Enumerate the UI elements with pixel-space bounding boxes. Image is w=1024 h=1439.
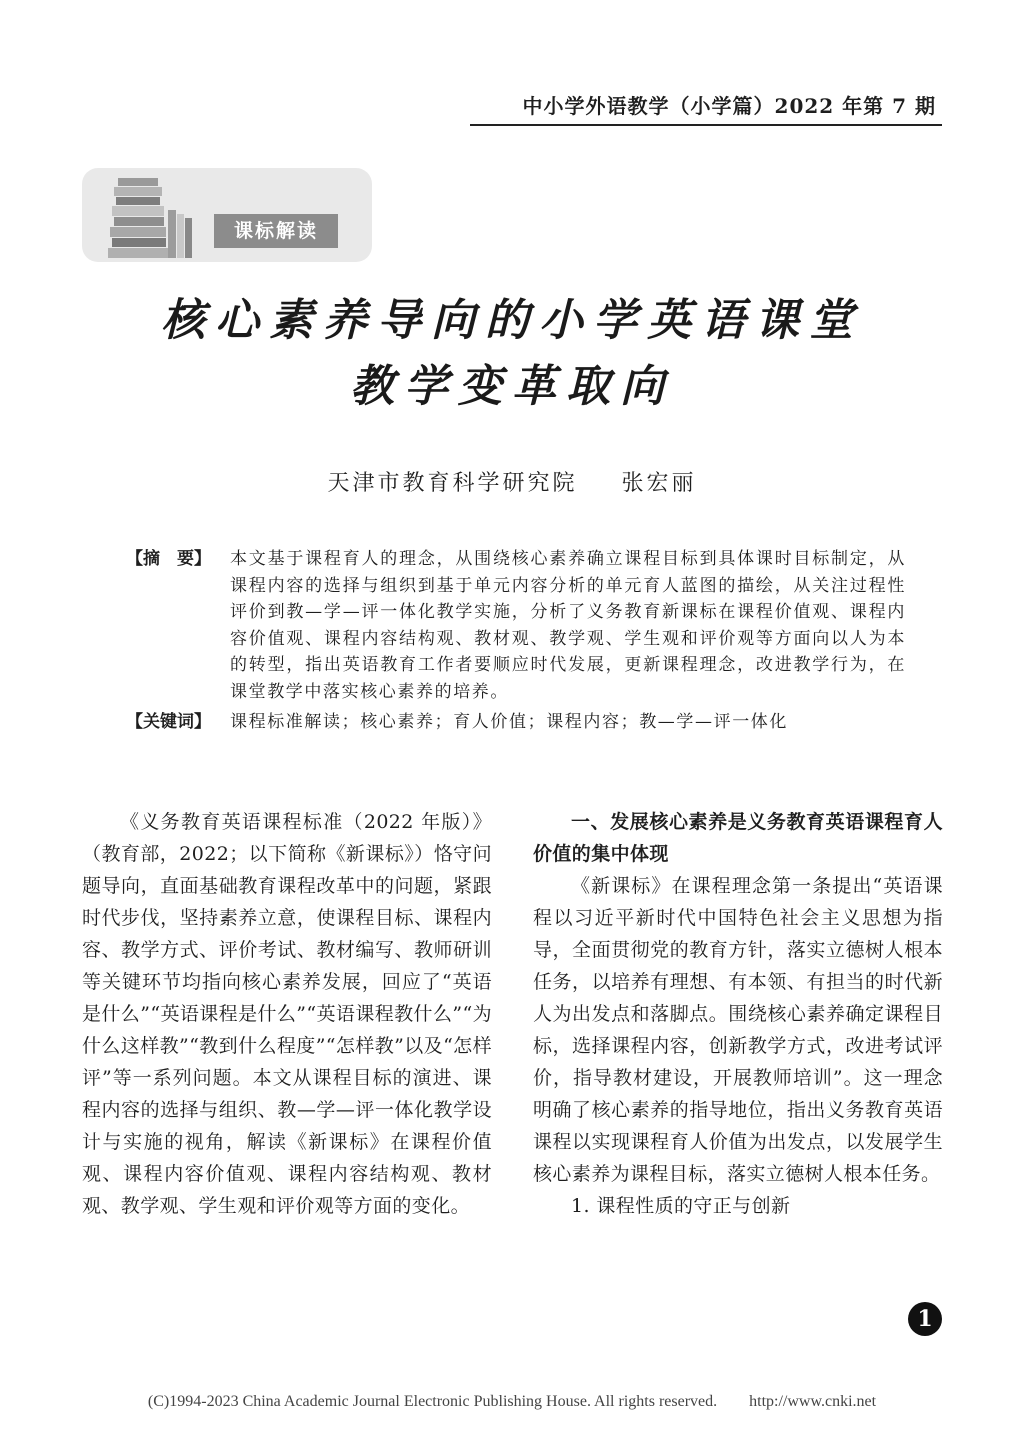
abstract-text: 本文基于课程育人的理念，从围绕核心素养确立课程目标到具体课时目标制定，从课程内容的选择与组织到基于单元内容分析的单元育人蓝图的描绘，从关注过程性评价到教—学—评一体化教学实施，分析了义务教育新课标在课程价值观、课程内容价值观、课程内容结构观、教材观、教学观、学生观和评价观等方面向以人为本的转型，指出英语教育工作者要顺应时代发展，更新课程理念，改进教学行为，在课堂教学中落实核心素养的培养。 (230, 549, 906, 702)
abstract-block (126, 546, 906, 736)
keywords-label: 【关键词】 (126, 712, 211, 732)
subsection-1-heading: 1. 课程性质的守正与创新 (571, 1195, 791, 1217)
section-1-heading: 一、发展核心素养是义务教育英语课程育人价值的集中体现 (533, 811, 943, 865)
abstract-label: 【摘 要】 (126, 549, 211, 569)
copyright-footer: (C)1994-2023 China Academic Journal Electronic Publishing House. All rights reserved. http://www.cnki.net (147, 1393, 877, 1410)
page-number: 1 (908, 1302, 942, 1336)
column-tag: 课标解读 (214, 214, 338, 248)
keywords-text: 课程标准解读；核心素养；育人价值；课程内容；教—学—评一体化 (230, 712, 788, 732)
intro-paragraph: 《义务教育英语课程标准（2022 年版）》（教育部，2022；以下简称《新课标》）恪守问题导向，直面基础教育课程改革中的问题，紧跟时代步伐，坚持素养立意，使课程目标、课程内容、教学方式、评价考试、教材编写、教师研训等关键环节均指向核心素养发展，回应了“英语是什么”“英语课程是什么”“英语课程教什么”“为什么这样教”“教到什么程度”“怎样教”以及“怎样评”等一系列问题。本文从课程目标的演进、课程内容的选择与组织、教—学—评一体化教学设计与实施的视角，解读《新课标》在课程价值观、课程内容价值观、课程内容结构观、教材观、教学观、学生观和评价观等方面的变化。 (82, 811, 492, 1217)
books-icon (104, 176, 196, 260)
section-1-paragraph: 《新课标》在课程理念第一条提出“英语课程以习近平新时代中国特色社会主义思想为指导，全面贯彻党的教育方针，落实立德树人根本任务，以培养有理想、有本领、有担当的时代新人为出发点和落脚点。围绕核心素养确定课程目标，选择课程内容，创新教学方式，改进考试评价，指导教材建设，开展教师培训”。这一理念明确了核心素养的指导地位，指出义务教育英语课程以实现课程育人价值为出发点，以发展学生核心素养为课程目标，落实立德树人根本任务。 (533, 875, 943, 1185)
article-title-line-1: 核心素养导向的小学英语课堂 (161, 295, 863, 346)
body-column-left (82, 806, 492, 1222)
abstract-row (126, 546, 906, 705)
column-banner (82, 168, 372, 262)
keywords-row (126, 709, 906, 736)
author: 张宏丽 (621, 471, 697, 496)
byline (0, 466, 1024, 497)
journal-header (470, 88, 942, 126)
affiliation: 天津市教育科学研究院 (327, 471, 578, 496)
body-column-right (533, 806, 943, 1222)
article-title-line-2: 教学变革取向 (350, 361, 674, 412)
journal-issue: 中小学外语教学（小学篇）2022 年第 7 期 (522, 94, 936, 118)
